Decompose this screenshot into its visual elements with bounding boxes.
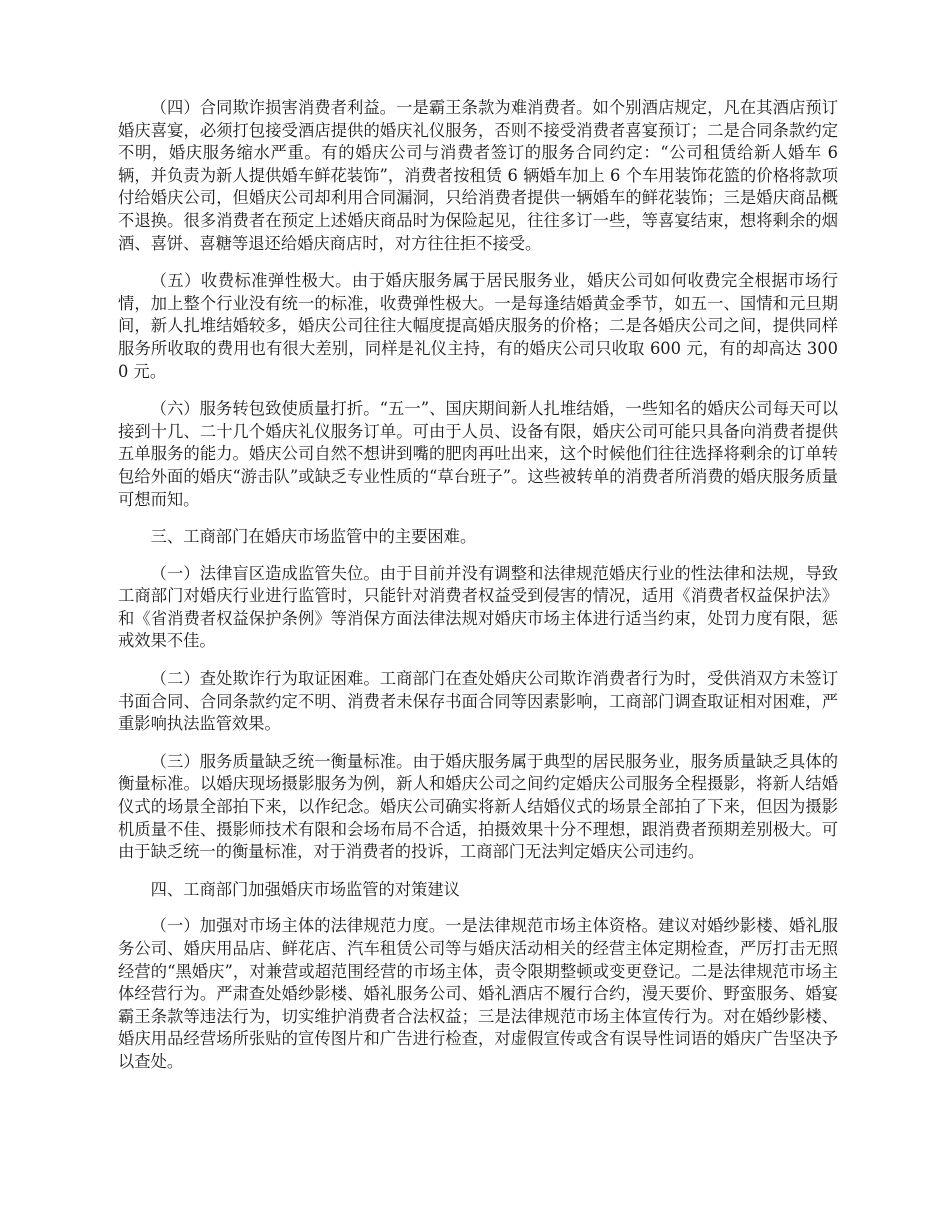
paragraph-legal-regulation: （一）加强对市场主体的法律规范力度。一是法律规范市场主体资格。建议对婚纱影楼、婚礼服务公司、婚庆用品店、鲜花店、汽车租赁公司等与婚庆活动相关的经营主体定期检查，严厉打击无照经营的“黑婚庆”，对兼营或超范围经营的市场主体，责令限期整顿或变更登记。二是法律规范市场主体经营行为。严肃查处婚纱影楼、婚礼服务公司、婚礼酒店不履行合约，漫天要价、野蛮服务、婚宴霸王条款等违法行为，切实维护消费者合法权益；三是法律规范市场主体宣传行为。对在婚纱影楼、婚庆用品经营场所张贴的宣传图片和广告进行检查，对虚假宣传或含有误导性词语的婚庆广告坚决予以查处。 [118,916,838,1071]
paragraph-service-subcontract: （六）服务转包致使质量打折。“五一”、国庆期间新人扎堆结婚，一些知名的婚庆公司每天可以接到十几、二十几个婚庆礼仪服务订单。可由于人员、设备有限，婚庆公司可能只具备向消费者提供五单服务的能力。婚庆公司自然不想讲到嘴的肥肉再吐出来，这个时候他们往往选择将剩余的订单转包给外面的婚庆“游击队”或缺乏专业性质的“草台班子”。这些被转单的消费者所消费的婚庆服务质量可想而知。 [118,399,838,509]
document-body [118,97,838,1089]
paragraph-legal-blind-spot: （一）法律盲区造成监管失位。由于目前并没有调整和法律规范婚庆行业的性法律和法规，导致工商部门对婚庆行业进行监管时，只能针对消费者权益受到侵害的情况，适用《消费者权益保护法》和《省消费者权益保护条例》等消保方面法律法规对婚庆市场主体进行适当约束，处罚力度有限，惩戒效果不佳。 [118,563,838,651]
paragraph-quality-standard: （三）服务质量缺乏统一衡量标准。由于婚庆服务属于典型的居民服务业，服务质量缺乏具体的衡量标准。以婚庆现场摄影服务为例，新人和婚庆公司之间约定婚庆公司服务全程摄影，将新人结婚仪式的场景全部拍下来，以作纪念。婚庆公司确实将新人结婚仪式的场景全部拍了下来，但因为摄影机质量不佳、摄影师技术有限和会场布局不合适，拍摄效果十分不理想，跟消费者预期差别极大。可由于缺乏统一的衡量标准，对于消费者的投诉，工商部门无法判定婚庆公司违约。 [118,751,838,862]
paragraph-fee-flexibility: （五）收费标准弹性极大。由于婚庆服务属于居民服务业，婚庆公司如何收费完全根据市场行情，加上整个行业没有统一的标准，收费弹性极大。一是每逢结婚黄金季节，如五一、国情和元旦期间，新人扎堆结婚较多，婚庆公司往往大幅度提高婚庆服务的价格；二是各婚庆公司之间，提供同样服务所收取的费用也有很大差别，同样是礼仪主持，有的婚庆公司只收取 600 元，有的却高达 3000 元。 [118,271,838,381]
paragraph-evidence-difficulty: （二）查处欺诈行为取证困难。工商部门在查处婚庆公司欺诈消费者行为时，受供消双方未签订书面合同、合同条款约定不明、消费者未保存书面合同等因素影响，工商部门调查取证相对困难，严重影响执法监管效果。 [118,669,838,734]
section-heading-recommendations: 四、工商部门加强婚庆市场监管的对策建议 [150,879,460,899]
section-heading-difficulties: 三、工商部门在婚庆市场监管中的主要困难。 [150,527,477,547]
paragraph-contract-fraud: （四）合同欺诈损害消费者利益。一是霸王条款为难消费者。如个别酒店规定，凡在其酒店预订婚庆喜宴，必须打包接受酒店提供的婚庆礼仪服务，否则不接受消费者喜宴预订；二是合同条款约定不明，婚庆服务缩水严重。有的婚庆公司与消费者签订的服务合同约定：“公司租赁给新人婚车 6 辆，并负责为新人提供婚车鲜花装饰”，消费者按租赁 6 辆婚车加上 6 个车用装饰花篮的价格将款项付给婚庆公司，但婚庆公司却利用合同漏洞，只给消费者提供一辆婚车的鲜花装饰；三是婚庆商品概不退换。很多消费者在预定上述婚庆商品时为保险起见，往往多订一些，等喜宴结束，想将剩余的烟酒、喜饼、喜糖等退还给婚庆商店时，对方往往拒不接受。 [118,98,838,253]
